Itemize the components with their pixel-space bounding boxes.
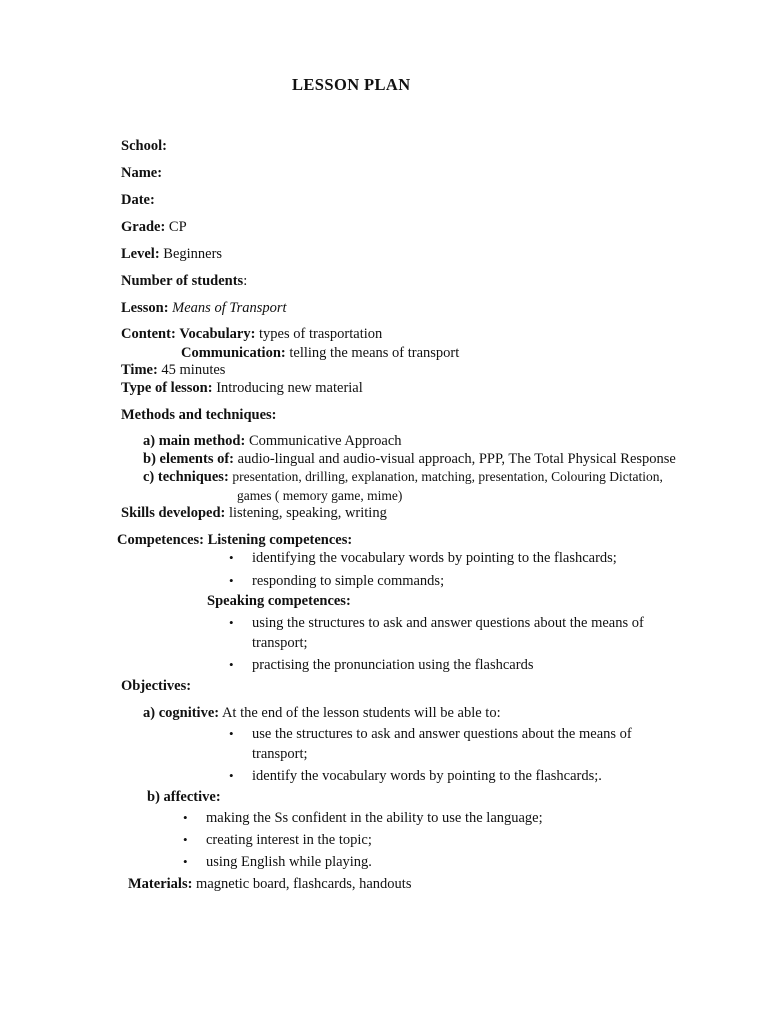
bullet: • [229,768,234,783]
skills-field [121,504,387,522]
bullet: • [183,854,188,869]
speaking-competences-label: Speaking competences: [207,593,351,609]
materials-label: Materials: [128,876,193,892]
list-item: identifying the vocabulary words by pointing to the flashcards; [252,550,617,566]
grade-value: CP [168,219,187,235]
list-item-continued: transport; [252,746,308,762]
competences-label: Competences: [117,532,204,548]
bullet: • [229,657,234,672]
list-item: identify the vocabulary words by pointing to the flashcards;. [252,768,602,784]
lesson-label: Lesson: [121,300,169,316]
page-title: LESSON PLAN [292,75,411,94]
competences-heading [117,531,352,549]
students-field: Number of students: [121,273,248,289]
time-label: Time: [121,362,158,378]
skills-value: listening, speaking, writing [228,505,387,521]
lesson-type-value: Introducing new material [216,380,363,396]
main-method-label: a) main method: [143,433,246,449]
communication-label: Communication: [181,345,286,361]
lesson-value: Means of Transport [172,300,287,316]
listening-competences-label: Listening competences: [207,532,353,548]
elements-field [143,450,676,468]
techniques-value-continued: games ( memory game, mime) [237,488,403,503]
lesson-type-field [121,379,363,397]
name-field [121,164,162,182]
lesson-field [121,299,287,317]
list-item: creating interest in the topic; [206,832,372,848]
affective-label: b) affective: [147,789,221,805]
techniques-field [143,468,663,486]
list-item-continued: transport; [252,635,308,651]
communication-field [181,344,459,362]
cognitive-label: a) cognitive: [143,705,220,721]
bullet: • [229,550,234,565]
methods-heading: Methods and techniques: [121,407,277,423]
list-item: practising the pronunciation using the flashcards [252,657,534,673]
school-label: School: [121,138,167,154]
cognitive-field [143,704,501,722]
list-item: use the structures to ask and answer questions about the means of [252,726,632,742]
vocabulary-label: Vocabulary: [179,326,256,342]
materials-field [128,875,411,893]
time-value: 45 minutes [161,362,226,378]
skills-label: Skills developed: [121,505,226,521]
students-label: Number of students [121,273,244,289]
elements-label: b) elements of: [143,451,235,467]
time-field [121,361,225,379]
list-item: making the Ss confident in the ability to use the language; [206,810,543,826]
name-label: Name: [121,165,163,181]
vocabulary-value: types of trasportation [259,326,383,342]
cognitive-value: At the end of the lesson students will be able to: [221,705,501,721]
date-label: Date: [121,192,155,208]
list-item: using the structures to ask and answer questions about the means of [252,615,644,631]
elements-value: audio-lingual and audio-visual approach, PPP, The Total Physical Response [237,451,676,467]
lesson-type-label: Type of lesson: [121,380,213,396]
techniques-label: c) techniques: [143,469,229,485]
bullet: • [229,726,234,741]
bullet: • [183,832,188,847]
communication-value: telling the means of transport [289,345,460,361]
bullet: • [229,615,234,630]
content-field [121,325,382,343]
bullet: • [183,810,188,825]
main-method-field [143,432,402,450]
main-method-value: Communicative Approach [248,433,402,449]
list-item: using English while playing. [206,854,372,870]
materials-value: magnetic board, flashcards, handouts [196,876,412,892]
level-value: Beginners [163,246,223,262]
content-label: Content: [121,326,176,342]
objectives-heading: Objectives: [121,678,192,694]
techniques-value: presentation, drilling, explanation, matching, presentation, Colouring Dictation, [232,469,663,484]
grade-field [121,218,187,236]
bullet: • [229,573,234,588]
list-item: responding to simple commands; [252,573,445,589]
level-label: Level: [121,246,160,262]
level-field [121,245,222,263]
school-field [121,137,167,155]
grade-label: Grade: [121,219,166,235]
date-field [121,191,155,209]
